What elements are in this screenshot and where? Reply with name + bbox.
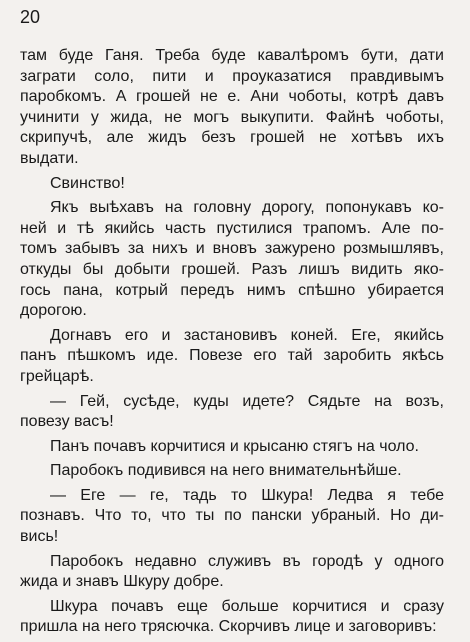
text-line: повезу васъ! <box>20 413 114 431</box>
text-line: Якъ выѣхавъ на головну дорогу, попонукавъ ко- <box>50 199 444 217</box>
text-line: Догнавъ его и застановивъ коней. Еге, якийсь <box>50 326 444 344</box>
text-line: гось пана, котрый передъ нимъ спѣшно убирается <box>20 281 444 299</box>
text-line: панъ пѣшкомъ иде. Повезе его тай заробить якѣсь <box>20 347 444 365</box>
page-number: 20 <box>20 7 41 27</box>
text-line: заграти соло, пити и проуказатися правдивымъ <box>20 67 444 85</box>
text-line: скрипучѣ, але жидъ безъ грошей не хотѣвъ ихъ <box>20 129 444 147</box>
paragraph <box>20 437 444 458</box>
paragraph <box>20 198 444 322</box>
paragraph <box>20 461 444 482</box>
text-line: Паробокъ недавно служивъ въ городѣ у одного <box>50 552 444 570</box>
paragraph <box>20 392 444 433</box>
text-line: выдати. <box>20 149 79 167</box>
paragraph <box>20 552 444 593</box>
text-line: Свинство! <box>50 174 125 192</box>
text-line: жида и знавъ Шкуру добре. <box>20 573 224 591</box>
text-line: — Гей, сусѣде, куды идете? Сядьте на возъ, <box>50 392 444 410</box>
text-line: томъ забывъ за нихъ и вновъ зажурено розмышлявъ, <box>20 240 444 258</box>
text-line: учинити у жида, не могъ выкупити. Файнѣ чоботы, <box>20 108 444 126</box>
body-text <box>20 46 444 642</box>
text-line: Паробокъ подивився на него внимательнѣйше. <box>50 462 402 480</box>
text-line: паробкомъ. А грошей не е. Ани чоботы, котрѣ давъ <box>20 88 444 106</box>
text-line: там буде Ганя. Треба буде кавалѣромъ бути, дати <box>20 47 444 64</box>
text-line: Панъ почавъ корчитися и крысаню стягъ на чоло. <box>50 437 419 455</box>
text-line: познавъ. Что то, что ты по пански убраный. Но ди- <box>20 507 444 525</box>
text-line: грейцарѣ. <box>20 367 94 385</box>
text-line: пришла на него трясючка. Скорчивъ лице и заговоривъ: <box>20 618 437 636</box>
paragraph <box>20 597 444 638</box>
paragraph <box>20 326 444 388</box>
text-line: дорогою. <box>20 302 87 320</box>
text-line: вись! <box>20 528 59 546</box>
text-line: ней и тѣ якийсь часть пустилися трапомъ. Але по- <box>20 219 444 237</box>
paragraph <box>20 174 444 195</box>
text-line: откуды бы добыти грошей. Разъ лишъ видить яко- <box>20 260 444 278</box>
paragraph <box>20 486 444 548</box>
text-line: Шкура почавъ еще больше корчитися и сразу <box>50 597 444 615</box>
text-line: — Еге — ге, тадь то Шкура! Ледва я тебе <box>50 486 444 504</box>
paragraph <box>20 46 444 170</box>
